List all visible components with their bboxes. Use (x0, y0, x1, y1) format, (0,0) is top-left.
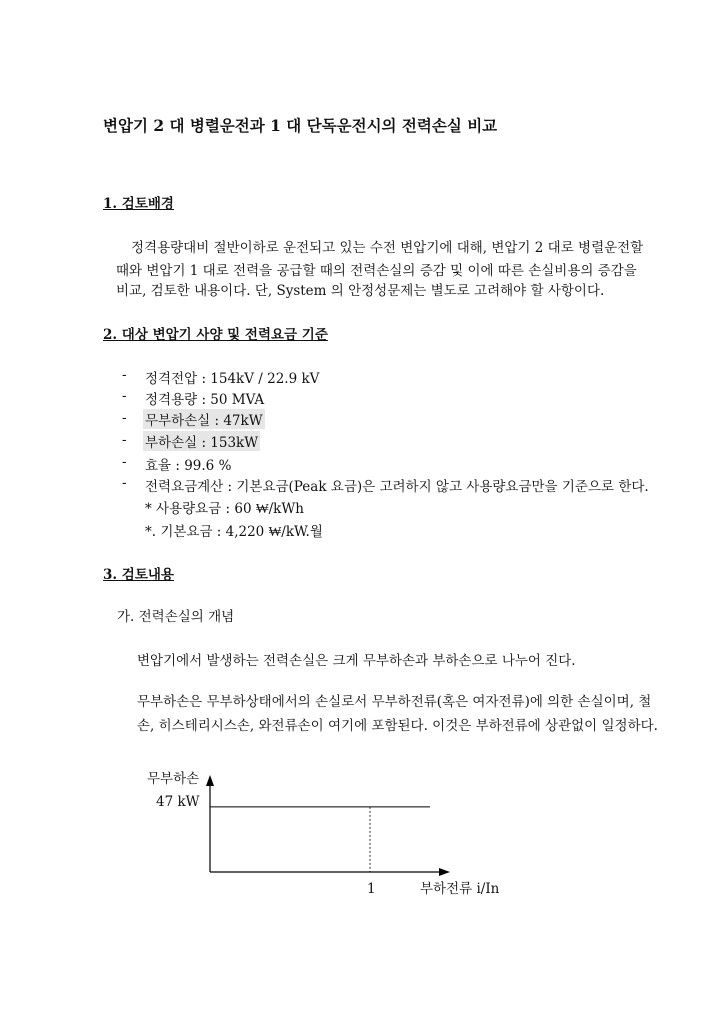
section3-heading: 3. 검토내용 (103, 567, 174, 583)
section1-line-2: 때와 변압기 1 대로 전력을 공급할 때의 전력손실의 증감 및 이에 따른 손실비용의 증감을 (116, 263, 637, 279)
section3-para1: 변압기에서 발생하는 전력손실은 크게 무부하손과 부하손으로 나누어 진다. (137, 653, 576, 669)
section3-subheading: 가. 전력손실의 개념 (117, 609, 235, 625)
y-tick-label: 47 kW (156, 793, 200, 810)
spec-no-load-loss: 무부하손실 : 47kW (143, 409, 265, 429)
y-axis-arrow-icon (206, 775, 214, 786)
spec-rated-capacity: 정격용량 : 50 MVA (145, 392, 265, 408)
section1-heading: 1. 검토배경 (103, 196, 174, 212)
spec-load-loss: 부하손실 : 153kW (143, 431, 260, 451)
spec-efficiency: 효율 : 99.6 % (145, 458, 232, 474)
section2-heading: 2. 대상 변압기 사양 및 전력요금 기준 (103, 327, 328, 343)
x-tick-label: 1 (367, 881, 376, 897)
y-axis-label: 무부하손 (147, 771, 200, 787)
spec-rated-voltage: 정격전압 : 154kV / 22.9 kV (145, 371, 320, 387)
x-axis-arrow-icon (439, 868, 450, 876)
bullet-5: - (122, 454, 127, 470)
x-axis-label: 부하전류 i/In (420, 881, 500, 897)
section1-line-3: 비교, 검토한 내용이다. 단, System 의 안정성문제는 별도로 고려해야 할 사항이다. (116, 283, 605, 299)
section3-para2-line1: 무부하손은 무부하상태에서의 손실로서 무부하전류(혹은 여자전류)에 의한 손실이며, 철 (137, 694, 652, 710)
bullet-3: - (122, 410, 127, 426)
bullet-4: - (122, 432, 127, 448)
document-title: 변압기 2 대 병렬운전과 1 대 단독운전시의 전력손실 비교 (103, 116, 498, 135)
tariff-usage-rate: * 사용량요금 : 60 ₩/kWh (145, 501, 304, 517)
section3-para2-line2: 손, 히스테리시스손, 와전류손이 여기에 포함된다. 이것은 부하전류에 상관없이 일정하다. (137, 718, 658, 734)
bullet-2: - (122, 388, 127, 404)
bullet-1: - (122, 367, 127, 383)
bullet-6: - (122, 475, 127, 491)
section1-line-1: 정격용량대비 절반이하로 운전되고 있는 수전 변압기에 대해, 변압기 2 대로 병렬운전할 (131, 240, 644, 256)
tariff-base-rate: *. 기본요금 : 4,220 ₩/kW.월 (145, 524, 323, 540)
spec-tariff-basis: 전력요금계산 : 기본요금(Peak 요금)은 고려하지 않고 사용량요금만을 기준으로 한다. (145, 479, 649, 495)
